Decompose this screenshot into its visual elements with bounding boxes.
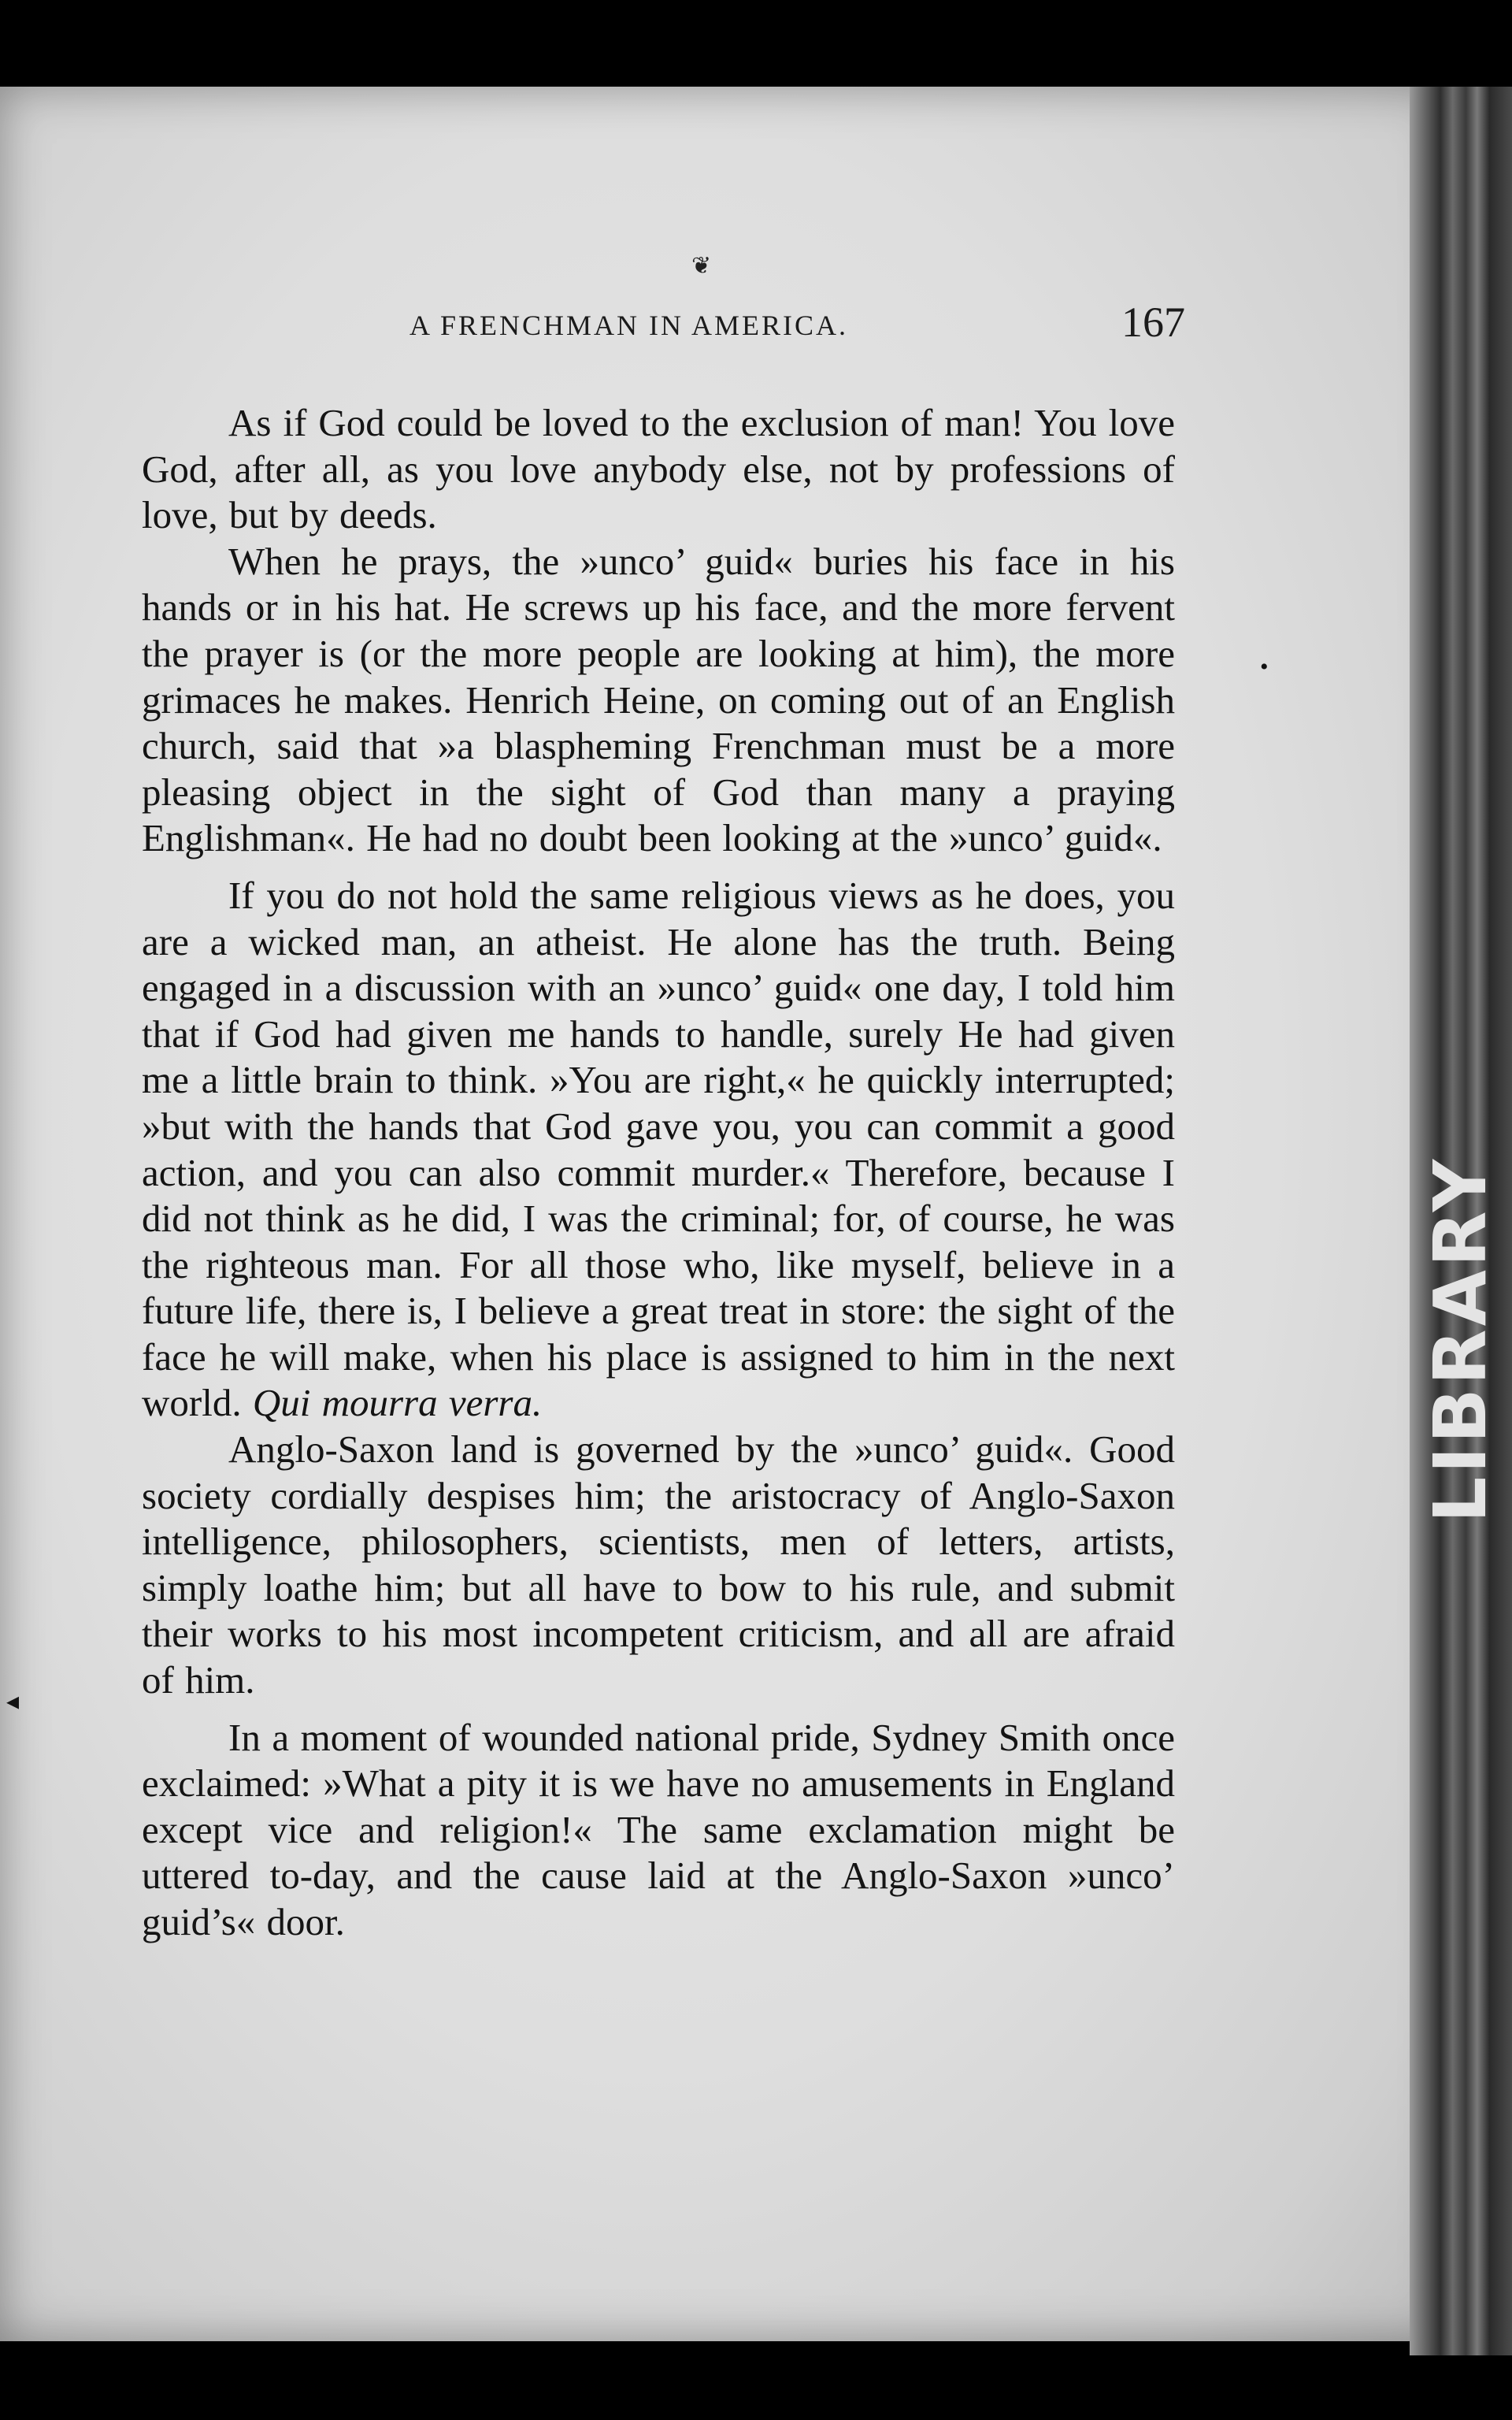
paragraph-3 [142,873,1175,1427]
paragraph-3-text: If you do not hold the same religious views as he does, you are a wicked man, an atheist. He alone has the truth. Being engaged in a discussion with an »unco’ guid« one day, I told him that if God had given me hands to handle, surely He had given me a little brain to think. »You are right,« he quickly interrupted; »but with the hands that God gave you, you can commit a good action, and you can also commit murder.« Therefore, because I did not think as he did, I was the criminal; for, of course, he was the righteous man. For all those who, like myself, believe in a future life, there is, I believe a great treat in store: the sight of the face he will make, when his place is assigned to him in the next world. [142,873,1175,1425]
margin-mark-icon: ◂ [6,1687,20,1715]
body-text [142,400,1175,1946]
library-stamp-text: LIBRARY [1418,1156,1503,1523]
ornament-icon: ❦ [691,253,712,279]
italic-quote: Qui mourra verra. [252,1381,543,1425]
paragraph-4: Anglo-Saxon land is governed by the »unco’ guid«. Good society cordially despises him; the aristocracy of Anglo-Saxon intelligence, philosophers, scientists, men of letters, artists, simply loathe him; but all have to bow to his rule, and submit their works to his most incompetent criticism, and all are afraid of him. [142,1427,1175,1702]
paragraph-1: As if God could be loved to the exclusion of man! You love God, after all, as you love anybody else, not by professions of love, but by deeds. [142,401,1175,537]
margin-dot-icon: • [1260,654,1269,680]
paragraph-2: When he prays, the »unco’ guid« buries his face in his hands or in his hat. He screws up his face, and the more fervent the prayer is (or the more people are looking at him), the more grimaces he makes. Henrich Heine, on coming out of an English church, said that »a blaspheming Frenchman must be a more pleasing object in the sight of God than many a praying Englishman«. He had no doubt been looking at the »unco’ guid«. [142,539,1175,860]
running-title: A FRENCHMAN IN AMERICA. [410,310,849,341]
paragraph-5: In a moment of wounded national pride, Sydney Smith once exclaimed: »What a pity it is we have no amusements in England except vice and religion!« The same exclamation might be uttered to-day, and the cause laid at the Anglo-Saxon »unco’ guid’s« door. [142,1715,1175,1943]
page-number: 167 [1121,299,1185,346]
library-stamp [1418,1156,1504,1523]
